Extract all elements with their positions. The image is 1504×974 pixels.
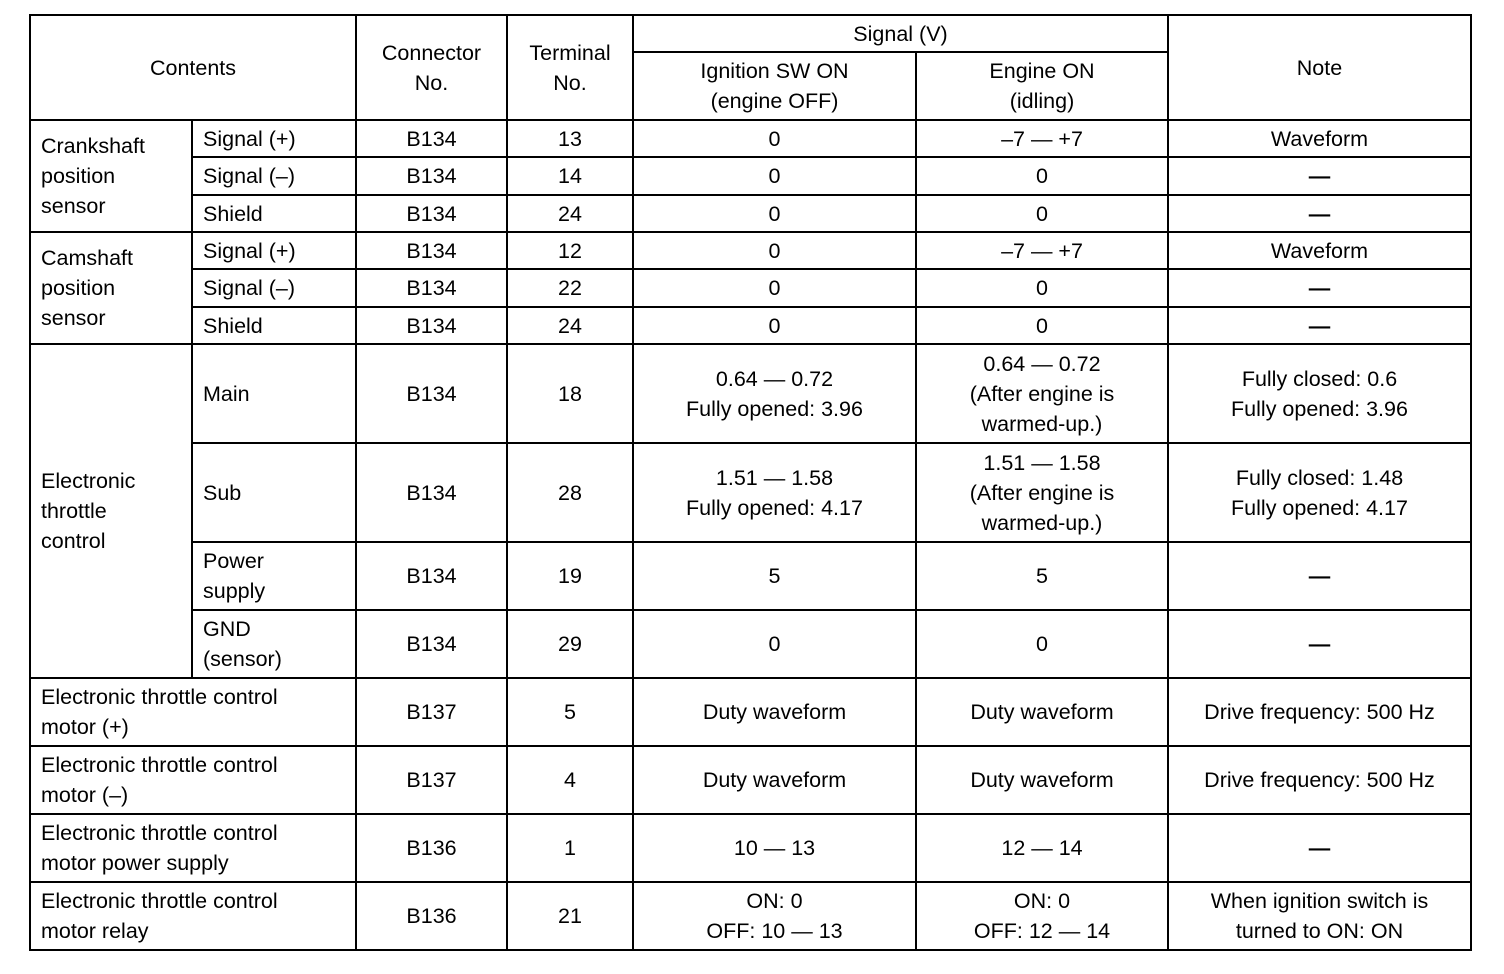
row-note: — [1168,610,1471,678]
row-engine-on: 0 [916,195,1168,232]
row-connector: B134 [356,232,507,269]
table-row [30,269,1471,307]
row-ign-on: Duty waveform [633,678,916,746]
row-engine-on: 0 [916,269,1168,307]
table-row [30,157,1471,195]
row-terminal: 24 [507,195,633,232]
row-terminal: 12 [507,232,633,269]
table-row [30,307,1471,344]
table-row [30,542,1471,610]
row-note: — [1168,195,1471,232]
table-row [30,120,1471,157]
row-connector: B134 [356,344,507,443]
row-connector: B134 [356,120,507,157]
row-terminal: 22 [507,269,633,307]
row-item: Main [192,344,356,443]
row-engine-on: 0 [916,610,1168,678]
row-item: Sub [192,443,356,542]
row-ign-on: 10 — 13 [633,814,916,882]
row-engine-on: 0.64 — 0.72 (After engine is warmed-up.) [916,344,1168,443]
row-engine-on: 1.51 — 1.58 (After engine is warmed-up.) [916,443,1168,542]
row-terminal: 18 [507,344,633,443]
row-item: Electronic throttle control motor power supply [30,814,356,882]
row-item: Signal (–) [192,269,356,307]
row-terminal: 29 [507,610,633,678]
header-signal: Signal (V) [633,15,1168,52]
row-engine-on: Duty waveform [916,678,1168,746]
row-engine-on: –7 — +7 [916,120,1168,157]
row-engine-on: 12 — 14 [916,814,1168,882]
row-terminal: 1 [507,814,633,882]
row-connector: B136 [356,814,507,882]
row-ign-on: 0 [633,307,916,344]
row-item: Electronic throttle control motor (–) [30,746,356,814]
row-connector: B136 [356,882,507,950]
row-ign-on: 0 [633,269,916,307]
row-note: — [1168,157,1471,195]
row-item: Signal (+) [192,120,356,157]
row-engine-on: 5 [916,542,1168,610]
group-label: Crankshaft position sensor [30,120,192,232]
table-row [30,610,1471,678]
row-note: Fully closed: 0.6 Fully opened: 3.96 [1168,344,1471,443]
row-note: When ignition switch is turned to ON: ON [1168,882,1471,950]
row-ign-on: 0 [633,195,916,232]
row-terminal: 13 [507,120,633,157]
row-note: Fully closed: 1.48 Fully opened: 4.17 [1168,443,1471,542]
row-connector: B137 [356,678,507,746]
header-terminal: Terminal No. [507,15,633,120]
row-note: — [1168,269,1471,307]
row-item: Signal (+) [192,232,356,269]
group-label: Electronic throttle control [30,344,192,678]
row-item: Shield [192,307,356,344]
row-ign-on: 5 [633,542,916,610]
row-item: Electronic throttle control motor (+) [30,678,356,746]
signal-table [29,14,1472,951]
row-connector: B137 [356,746,507,814]
row-connector: B134 [356,610,507,678]
row-item: Signal (–) [192,157,356,195]
row-note: Waveform [1168,120,1471,157]
row-item: GND (sensor) [192,610,356,678]
row-terminal: 14 [507,157,633,195]
row-connector: B134 [356,307,507,344]
table-row [30,678,1471,746]
table-row [30,443,1471,542]
row-ign-on: 0 [633,232,916,269]
row-ign-on: 1.51 — 1.58 Fully opened: 4.17 [633,443,916,542]
row-note: Drive frequency: 500 Hz [1168,746,1471,814]
row-engine-on: 0 [916,307,1168,344]
row-terminal: 4 [507,746,633,814]
row-ign-on: 0 [633,120,916,157]
row-engine-on: 0 [916,157,1168,195]
row-connector: B134 [356,195,507,232]
row-terminal: 19 [507,542,633,610]
row-item: Electronic throttle control motor relay [30,882,356,950]
row-engine-on: ON: 0 OFF: 12 — 14 [916,882,1168,950]
row-ign-on: Duty waveform [633,746,916,814]
header-note: Note [1168,15,1471,120]
row-item: Shield [192,195,356,232]
row-note: Drive frequency: 500 Hz [1168,678,1471,746]
table-row [30,232,1471,269]
row-note: Waveform [1168,232,1471,269]
row-engine-on: –7 — +7 [916,232,1168,269]
header-row [30,15,1471,52]
table-row [30,814,1471,882]
row-note: — [1168,307,1471,344]
row-connector: B134 [356,157,507,195]
row-ign-on: 0 [633,610,916,678]
header-connector: Connector No. [356,15,507,120]
row-connector: B134 [356,542,507,610]
group-label: Camshaft position sensor [30,232,192,344]
row-ign-on: 0.64 — 0.72 Fully opened: 3.96 [633,344,916,443]
row-engine-on: Duty waveform [916,746,1168,814]
table-row [30,344,1471,443]
table-row [30,195,1471,232]
row-item: Power supply [192,542,356,610]
row-note: — [1168,814,1471,882]
table-row [30,882,1471,950]
header-engine-on: Engine ON (idling) [916,52,1168,120]
row-ign-on: ON: 0 OFF: 10 — 13 [633,882,916,950]
row-connector: B134 [356,443,507,542]
table-row [30,746,1471,814]
row-terminal: 28 [507,443,633,542]
row-ign-on: 0 [633,157,916,195]
row-terminal: 21 [507,882,633,950]
header-contents: Contents [30,15,356,120]
row-connector: B134 [356,269,507,307]
row-terminal: 5 [507,678,633,746]
header-ign-on: Ignition SW ON (engine OFF) [633,52,916,120]
row-terminal: 24 [507,307,633,344]
row-note: — [1168,542,1471,610]
